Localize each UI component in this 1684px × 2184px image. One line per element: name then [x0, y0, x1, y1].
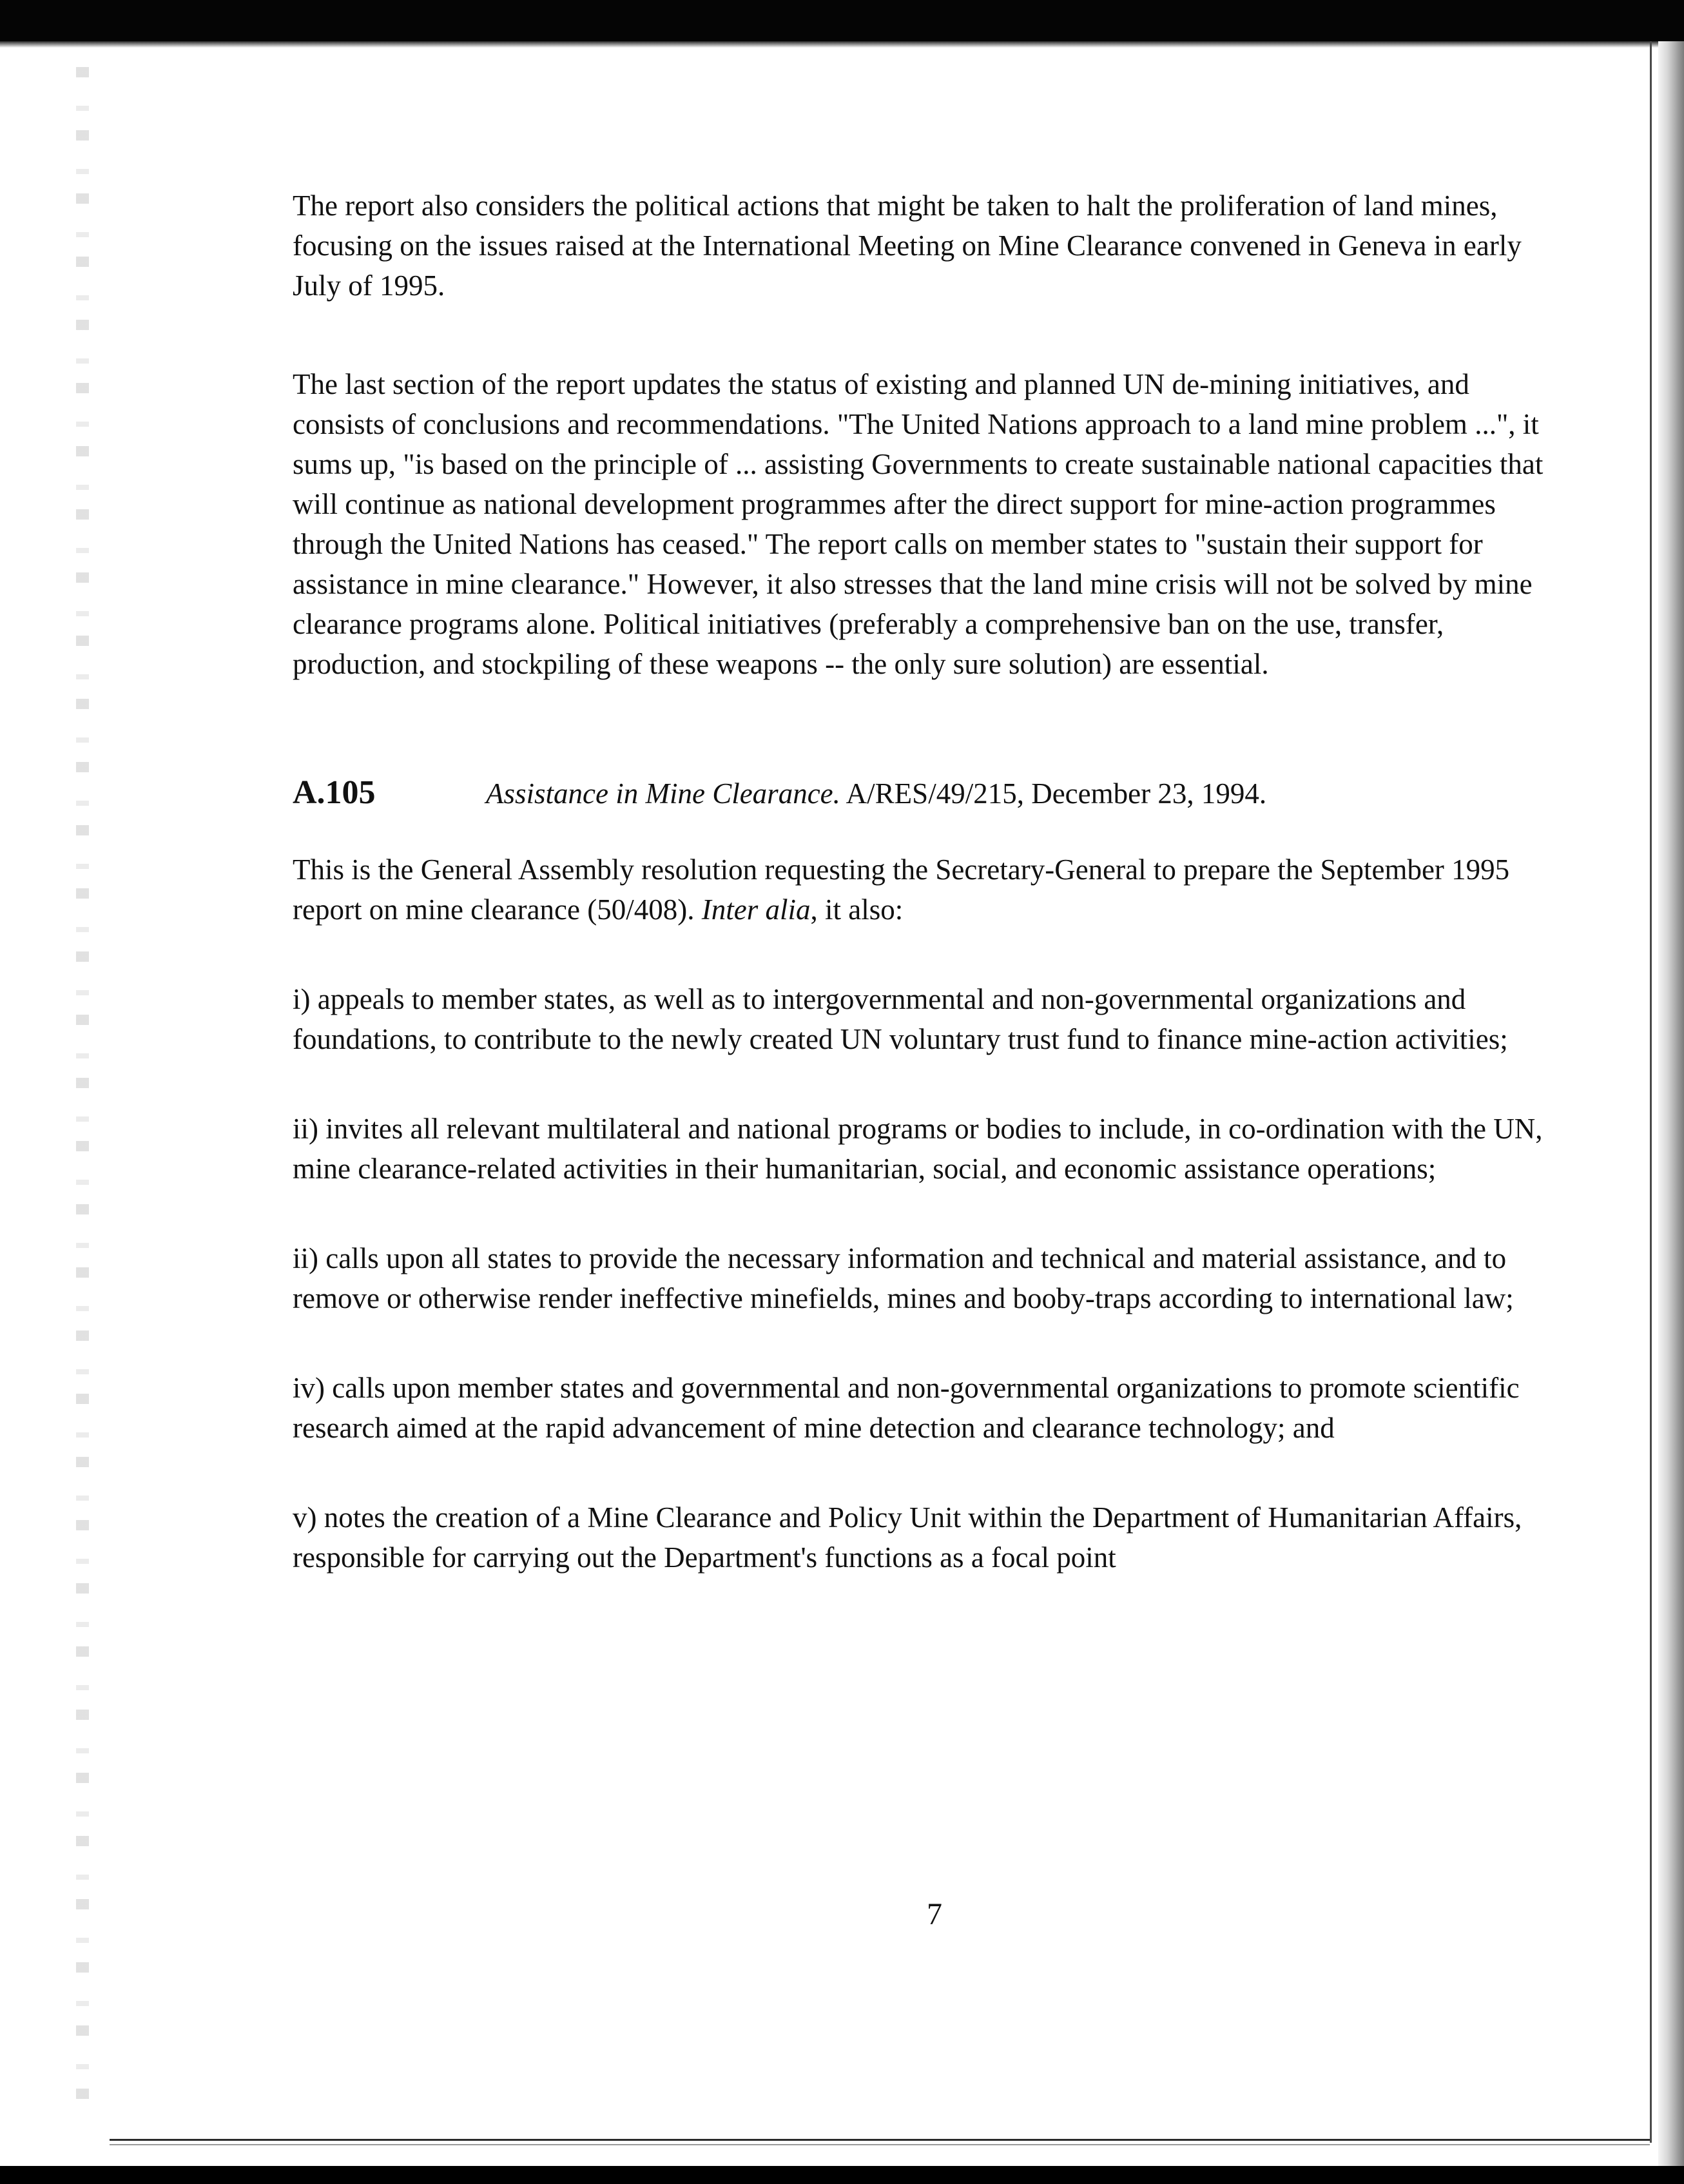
- section-title: Assistance in Mine Clearance.: [486, 777, 840, 810]
- scan-bottom-border: [0, 2166, 1684, 2184]
- list-item: ii) calls upon all states to provide the necessary information and technical and material assistance, and to remove or otherwise render ineffective minefields, mines and booby-traps according to international law;: [293, 1242, 1514, 1314]
- intro-italic-text: Inter alia: [701, 893, 811, 926]
- list-item: iv) calls upon member states and governmental and non-governmental organizations to promote scientific research aimed at the rapid advancement of mine detection and clearance technology; and: [293, 1372, 1520, 1444]
- scan-top-shadow: [0, 41, 1684, 48]
- list-item: i) appeals to member states, as well as to intergovernmental and non-governmental organizations and foundations, to contribute to the newly created UN voluntary trust fund to finance mine-action activities;: [293, 983, 1508, 1055]
- scan-right-border: [1658, 41, 1684, 2184]
- section-reference: A/RES/49/215, December 23, 1994.: [846, 777, 1267, 810]
- scan-left-margin-artifacts: [76, 48, 89, 2123]
- scan-bottom-edge-line: [110, 2139, 1650, 2141]
- section-code: A.105: [293, 774, 376, 811]
- page-number: 7: [927, 1897, 942, 1931]
- document-page: [293, 186, 1562, 1577]
- scan-right-edge-line: [1650, 41, 1652, 2143]
- section-heading: [293, 773, 1562, 814]
- intro-trailing-text: , it also:: [810, 893, 904, 926]
- scan-top-border: [0, 0, 1684, 41]
- intro-text: This is the General Assembly resolution requesting the Secretary-General to prepare the September 1995 report on mine clearance (50/408).: [293, 853, 1510, 926]
- list-item: v) notes the creation of a Mine Clearance and Policy Unit within the Department of Humanitarian Affairs, responsible for carrying out the Department's functions as a focal point: [293, 1501, 1522, 1574]
- section-citation: [486, 774, 1266, 814]
- paragraph-political-actions: The report also considers the political actions that might be taken to halt the proliferation of land mines, focusing on the issues raised at the International Meeting on Mine Clearance convened in Geneva in early July of 1995.: [293, 190, 1522, 302]
- scan-bottom-edge-line-faint: [110, 2144, 1650, 2145]
- paragraph-resolution-intro: [293, 850, 1562, 930]
- paragraph-last-section: The last section of the report updates the status of existing and planned UN de-mining initiatives, and consists of conclusions and recommendations. "The United Nations approach to a land mine problem ...", it sums up, "is based on the principle of ... assisting Governments to create sustainable national capacities that will continue as national development programmes after the direct support for mine-action programmes through the United Nations has ceased." The report calls on member states to "sustain their support for assistance in mine clearance." However, it also stresses that the land mine crisis will not be solved by mine clearance programs alone. Political initiatives (preferably a comprehensive ban on the use, transfer, production, and stockpiling of these weapons -- the only sure solution) are essential.: [293, 368, 1544, 680]
- list-item: ii) invites all relevant multilateral and national programs or bodies to include, in co-ordination with the UN, mine clearance-related activities in their humanitarian, social, and economic assistance operations;: [293, 1113, 1543, 1185]
